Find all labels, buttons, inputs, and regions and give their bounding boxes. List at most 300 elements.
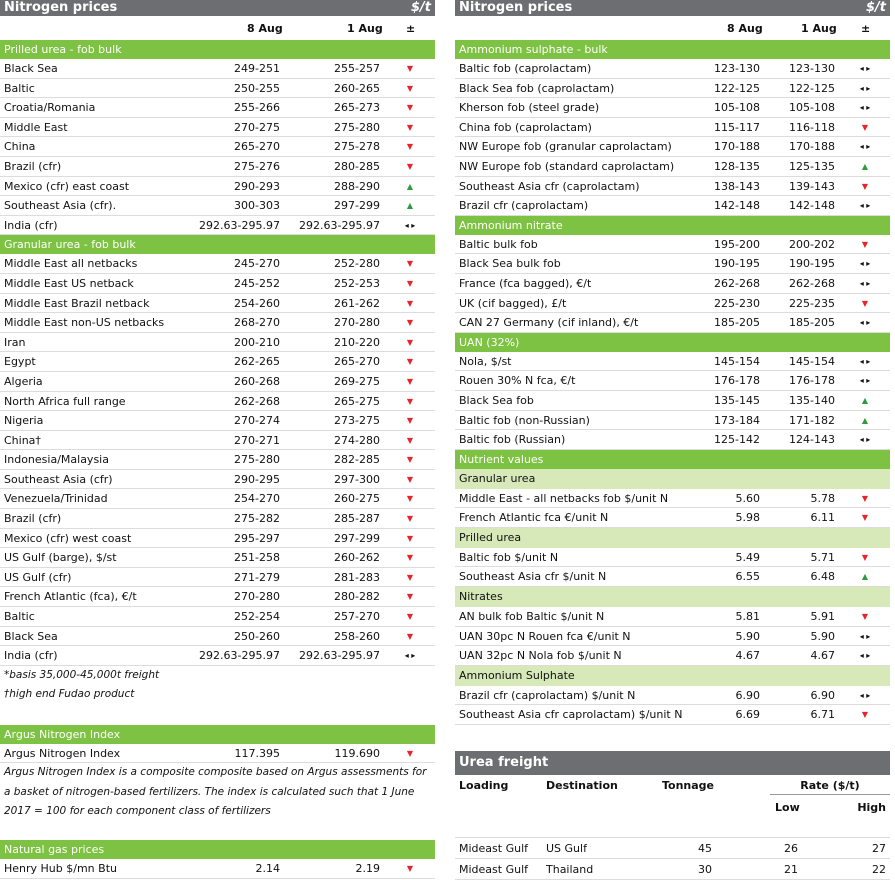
value-1aug: 261-262 <box>334 296 380 310</box>
freight-rows <box>455 838 890 880</box>
value-8aug: 195-200 <box>714 237 760 251</box>
table-row <box>455 79 890 99</box>
freight-low: 26 <box>784 842 798 856</box>
value-8aug: 5.90 <box>735 629 760 643</box>
table-row <box>0 352 435 372</box>
row-label: UAN 30pc N Rouen fca €/unit N <box>459 629 631 643</box>
table-row <box>0 313 435 333</box>
table-row <box>0 118 435 138</box>
down-arrow-icon: ▼ <box>406 514 414 524</box>
row-label: US Gulf (barge), $/st <box>4 551 117 565</box>
row-label: Brazil cfr (caprolactam) $/unit N <box>459 688 636 702</box>
footnote-fudao: †high end Fudao product <box>4 688 135 701</box>
down-arrow-icon: ▼ <box>406 259 414 269</box>
value-8aug: 270-280 <box>234 590 280 604</box>
row-label: China <box>4 140 36 154</box>
freight-low: 21 <box>784 863 798 877</box>
freight-tonnage: 30 <box>698 863 712 877</box>
value-1aug: 210-220 <box>334 335 380 349</box>
up-arrow-icon: ▲ <box>861 161 869 171</box>
value-1aug: 273-275 <box>334 414 380 428</box>
table-row <box>0 431 435 451</box>
row-label: CAN 27 Germany (cif inland), €/t <box>459 316 639 330</box>
up-arrow-icon: ▲ <box>861 572 869 582</box>
unit-label: $/t <box>865 0 886 15</box>
down-arrow-icon: ▼ <box>406 357 414 367</box>
row-label: Mexico (cfr) east coast <box>4 179 130 193</box>
value-1aug: 200-202 <box>789 237 835 251</box>
value-8aug: 2.14 <box>255 861 280 875</box>
row-label: Indonesia/Malaysia <box>4 453 109 467</box>
nutrient-values-table <box>455 469 890 725</box>
table-row <box>0 450 435 470</box>
value-8aug: 268-270 <box>234 316 280 330</box>
row-label: Middle East non-US netbacks <box>4 316 165 330</box>
row-label: China† <box>4 433 41 447</box>
urea-freight-table <box>455 751 890 880</box>
value-1aug: 5.91 <box>810 610 835 624</box>
value-1aug: 176-178 <box>789 374 835 388</box>
value-1aug: 5.71 <box>810 550 835 564</box>
table-row <box>455 235 890 255</box>
value-8aug: 275-276 <box>234 159 280 173</box>
ammonium-nitrate-table <box>455 235 890 333</box>
row-label: Black Sea <box>4 629 58 643</box>
value-1aug: 142-148 <box>789 199 835 213</box>
value-8aug: 176-178 <box>714 374 760 388</box>
table-row <box>0 59 435 79</box>
table-row <box>0 137 435 157</box>
row-label: Southeast Asia (cfr) <box>4 472 113 486</box>
section-natural-gas: Natural gas prices <box>0 840 435 859</box>
value-8aug: 262-265 <box>234 355 280 369</box>
value-1aug: 260-262 <box>334 551 380 565</box>
table-row <box>0 548 435 568</box>
row-label: Henry Hub $/mn Btu <box>4 861 117 875</box>
col-header-change: ± <box>406 22 416 35</box>
col-header-change: ± <box>861 22 871 35</box>
table-row <box>455 686 890 706</box>
freight-high: 27 <box>872 842 886 856</box>
down-arrow-icon: ▼ <box>406 278 414 288</box>
table-row <box>0 79 435 99</box>
up-arrow-icon: ▲ <box>861 395 869 405</box>
row-label: Southeast Asia cfr caprolactam) $/unit N <box>459 708 683 722</box>
value-8aug: 123-130 <box>714 62 760 75</box>
value-1aug: 280-282 <box>334 590 380 604</box>
value-8aug: 260-268 <box>234 374 280 388</box>
row-label: Mexico (cfr) west coast <box>4 531 132 545</box>
value-1aug: 124-143 <box>789 433 835 447</box>
value-8aug: 5.98 <box>735 511 760 525</box>
down-arrow-icon: ▼ <box>406 142 414 152</box>
value-8aug: 270-271 <box>234 433 280 447</box>
value-8aug: 275-280 <box>234 453 280 467</box>
row-label: UAN 32pc N Nola fob $/unit N <box>459 649 622 663</box>
value-8aug: 251-258 <box>234 551 280 565</box>
row-label: Brazil (cfr) <box>4 512 62 526</box>
table-row <box>455 254 890 274</box>
section-argus-index: Argus Nitrogen Index <box>0 725 435 744</box>
down-arrow-icon: ▼ <box>861 710 869 720</box>
down-arrow-icon: ▼ <box>861 552 869 562</box>
value-1aug: 292.63-295.97 <box>299 649 380 663</box>
table-row <box>455 646 890 666</box>
row-label: Baltic fob (non-Russian) <box>459 413 590 427</box>
row-label: China fob (caprolactam) <box>459 120 592 134</box>
down-arrow-icon: ▼ <box>406 494 414 504</box>
value-8aug: 262-268 <box>714 276 760 290</box>
table-row <box>455 705 890 725</box>
table-row <box>455 371 890 391</box>
up-arrow-icon: ▲ <box>406 201 414 211</box>
value-8aug: 254-270 <box>234 492 280 506</box>
freight-loading: Mideast Gulf <box>459 842 529 856</box>
table-row <box>0 274 435 294</box>
row-label: Nola, $/st <box>459 354 512 368</box>
value-1aug: 4.67 <box>810 649 835 663</box>
unchanged-arrows-icon: ◂ ▸ <box>859 690 871 700</box>
table-row <box>0 177 435 197</box>
down-arrow-icon: ▼ <box>861 181 869 191</box>
value-8aug: 254-260 <box>234 296 280 310</box>
header-destination: Destination <box>546 779 618 793</box>
row-label: India (cfr) <box>4 649 58 663</box>
up-arrow-icon: ▲ <box>406 181 414 191</box>
value-8aug: 270-274 <box>234 414 280 428</box>
row-label: Argus Nitrogen Index <box>4 746 121 760</box>
value-1aug: 280-285 <box>334 159 380 173</box>
subsection-heading: Nitrates <box>455 587 890 607</box>
value-1aug: 116-118 <box>789 120 835 134</box>
row-label: North Africa full range <box>4 394 126 408</box>
table-row <box>455 352 890 372</box>
value-1aug: 145-154 <box>789 354 835 368</box>
col-header-8aug: 8 Aug <box>727 22 763 35</box>
freight-row <box>455 859 890 880</box>
row-label: Baltic <box>4 81 35 95</box>
table-row <box>455 118 890 138</box>
value-8aug: 200-210 <box>234 335 280 349</box>
down-arrow-icon: ▼ <box>406 396 414 406</box>
value-8aug: 275-282 <box>234 512 280 526</box>
header-rate: Rate ($/t) <box>770 779 890 795</box>
col-header-8aug: 8 Aug <box>247 22 283 35</box>
down-arrow-icon: ▼ <box>861 493 869 503</box>
down-arrow-icon: ▼ <box>406 298 414 308</box>
unchanged-arrows-icon: ◂ ▸ <box>859 356 871 366</box>
row-label: Middle East - all netbacks fob $/unit N <box>459 491 669 505</box>
down-arrow-icon: ▼ <box>406 103 414 113</box>
down-arrow-icon: ▼ <box>406 376 414 386</box>
table-row <box>0 568 435 588</box>
granular-urea-table <box>0 254 435 665</box>
value-8aug: 4.67 <box>735 649 760 663</box>
table-row <box>0 627 435 647</box>
right-panel-title <box>455 0 890 16</box>
panel-title-text: Nitrogen prices <box>4 0 118 15</box>
section-ammonium-nitrate: Ammonium nitrate <box>455 216 890 235</box>
col-header-1aug: 1 Aug <box>347 22 383 35</box>
prilled-urea-table <box>0 59 435 235</box>
value-1aug: 260-275 <box>334 492 380 506</box>
up-arrow-icon: ▲ <box>861 415 869 425</box>
row-label: Baltic fob $/unit N <box>459 550 559 564</box>
down-arrow-icon: ▼ <box>406 122 414 132</box>
value-1aug: 274-280 <box>334 433 380 447</box>
row-label: French Atlantic (fca), €/t <box>4 590 137 604</box>
natural-gas-table <box>0 859 435 879</box>
panel-title-text: Nitrogen prices <box>459 0 573 15</box>
table-row <box>0 216 435 236</box>
table-row <box>455 177 890 197</box>
row-label: Middle East Brazil netback <box>4 296 150 310</box>
down-arrow-icon: ▼ <box>861 298 869 308</box>
value-8aug: 271-279 <box>234 570 280 584</box>
row-label: Black Sea fob (caprolactam) <box>459 81 615 95</box>
value-8aug: 6.55 <box>735 570 760 584</box>
table-row <box>455 430 890 450</box>
row-label: Baltic fob (caprolactam) <box>459 62 592 75</box>
value-8aug: 225-230 <box>714 296 760 310</box>
freight-destination: Thailand <box>546 863 594 877</box>
value-1aug: 135-140 <box>789 393 835 407</box>
unit-label: $/t <box>410 0 431 15</box>
down-arrow-icon: ▼ <box>406 863 414 873</box>
down-arrow-icon: ▼ <box>406 83 414 93</box>
row-label: Rouen 30% N fca, €/t <box>459 374 576 388</box>
down-arrow-icon: ▼ <box>406 533 414 543</box>
table-row <box>0 98 435 118</box>
unchanged-arrows-icon: ◂ ▸ <box>859 631 871 641</box>
unchanged-arrows-icon: ◂ ▸ <box>859 259 871 269</box>
value-1aug: 122-125 <box>789 81 835 95</box>
row-label: NW Europe fob (standard caprolactam) <box>459 159 675 173</box>
row-label: Brazil (cfr) <box>4 159 62 173</box>
value-1aug: 185-205 <box>789 316 835 330</box>
table-row <box>455 59 890 79</box>
value-1aug: 5.90 <box>810 629 835 643</box>
value-8aug: 5.60 <box>735 491 760 505</box>
row-label: Black Sea bulk fob <box>459 257 561 271</box>
row-label: AN bulk fob Baltic $/unit N <box>459 610 605 624</box>
value-8aug: 249-251 <box>234 62 280 75</box>
down-arrow-icon: ▼ <box>406 592 414 602</box>
table-row <box>455 627 890 647</box>
table-row <box>455 196 890 216</box>
row-label: Black Sea fob <box>459 393 534 407</box>
table-row <box>455 98 890 118</box>
value-1aug: 265-270 <box>334 355 380 369</box>
value-1aug: 5.78 <box>810 491 835 505</box>
table-row <box>0 254 435 274</box>
row-label: France (fca bagged), €/t <box>459 276 592 290</box>
unchanged-arrows-icon: ◂ ▸ <box>859 64 871 73</box>
value-1aug: 6.90 <box>810 688 835 702</box>
freight-row <box>455 838 890 859</box>
table-row <box>455 137 890 157</box>
value-1aug: 292.63-295.97 <box>299 218 380 232</box>
row-label: French Atlantic fca €/unit N <box>459 511 609 525</box>
value-8aug: 145-154 <box>714 354 760 368</box>
value-1aug: 190-195 <box>789 257 835 271</box>
subsection-heading: Granular urea <box>455 469 890 489</box>
left-panel-title <box>0 0 435 16</box>
header-high: High <box>857 801 886 815</box>
value-1aug: 265-273 <box>334 101 380 115</box>
down-arrow-icon: ▼ <box>406 161 414 171</box>
down-arrow-icon: ▼ <box>406 337 414 347</box>
freight-loading: Mideast Gulf <box>459 863 529 877</box>
value-8aug: 295-297 <box>234 531 280 545</box>
table-row <box>0 294 435 314</box>
value-1aug: 285-287 <box>334 512 380 526</box>
down-arrow-icon: ▼ <box>861 612 869 622</box>
down-arrow-icon: ▼ <box>406 553 414 563</box>
table-row <box>0 157 435 177</box>
value-8aug: 292.63-295.97 <box>199 649 280 663</box>
uan-table <box>455 352 890 450</box>
value-8aug: 122-125 <box>714 81 760 95</box>
row-label: Egypt <box>4 355 36 369</box>
row-label: Venezuela/Trinidad <box>4 492 108 506</box>
header-loading: Loading <box>459 779 509 793</box>
section-ammonium-sulphate: Ammonium sulphate - bulk <box>455 40 890 59</box>
row-label: Black Sea <box>4 62 58 75</box>
down-arrow-icon: ▼ <box>406 64 414 73</box>
value-8aug: 173-184 <box>714 413 760 427</box>
table-row <box>455 391 890 411</box>
row-label: Kherson fob (steel grade) <box>459 101 600 115</box>
row-label: NW Europe fob (granular caprolactam) <box>459 140 672 154</box>
value-8aug: 245-270 <box>234 257 280 271</box>
unchanged-arrows-icon: ◂ ▸ <box>859 318 871 328</box>
value-1aug: 255-257 <box>334 62 380 75</box>
value-1aug: 297-300 <box>334 472 380 486</box>
row-label: Middle East US netback <box>4 276 134 290</box>
value-1aug: 265-275 <box>334 394 380 408</box>
down-arrow-icon: ▼ <box>861 513 869 523</box>
value-8aug: 250-255 <box>234 81 280 95</box>
value-8aug: 5.81 <box>735 610 760 624</box>
unchanged-arrows-icon: ◂ ▸ <box>859 435 871 445</box>
row-label: Southeast Asia cfr (caprolactam) <box>459 179 640 193</box>
value-8aug: 252-254 <box>234 610 280 624</box>
value-1aug: 275-280 <box>334 120 380 134</box>
value-8aug: 245-252 <box>234 276 280 290</box>
table-row <box>455 411 890 431</box>
value-1aug: 262-268 <box>789 276 835 290</box>
freight-high: 22 <box>872 863 886 877</box>
section-prilled-urea: Prilled urea - fob bulk <box>0 40 435 59</box>
down-arrow-icon: ▼ <box>406 612 414 622</box>
section-uan: UAN (32%) <box>455 333 890 352</box>
table-row <box>0 411 435 431</box>
down-arrow-icon: ▼ <box>861 122 869 132</box>
index-description: Argus Nitrogen Index is a composite composite based on Argus assessments for a basket of nitrogen-based fertilizers. The index is calculated such that 1 June 2017 = 100 for each component class of fertilizers <box>4 766 427 818</box>
value-1aug: 105-108 <box>789 101 835 115</box>
value-1aug: 6.71 <box>810 708 835 722</box>
value-1aug: 6.48 <box>810 570 835 584</box>
table-row <box>455 294 890 314</box>
value-8aug: 5.49 <box>735 550 760 564</box>
table-row <box>0 646 435 666</box>
value-8aug: 115-117 <box>714 120 760 134</box>
value-8aug: 255-266 <box>234 101 280 115</box>
urea-freight-title: Urea freight <box>455 751 890 775</box>
section-nutrient-values: Nutrient values <box>455 450 890 469</box>
down-arrow-icon: ▼ <box>406 416 414 426</box>
row-label: US Gulf (cfr) <box>4 570 72 584</box>
header-low: Low <box>775 801 800 815</box>
value-1aug: 297-299 <box>334 531 380 545</box>
value-8aug: 170-188 <box>714 140 760 154</box>
table-row <box>0 607 435 627</box>
table-row <box>0 470 435 490</box>
row-label: Middle East <box>4 120 68 134</box>
unchanged-arrows-icon: ◂ ▸ <box>859 201 871 211</box>
value-8aug: 125-142 <box>714 433 760 447</box>
table-row <box>0 372 435 392</box>
table-row <box>455 157 890 177</box>
table-row <box>0 196 435 216</box>
unchanged-arrows-icon: ◂ ▸ <box>859 142 871 152</box>
down-arrow-icon: ▼ <box>406 455 414 465</box>
unchanged-arrows-icon: ◂ ▸ <box>404 651 416 661</box>
unchanged-arrows-icon: ◂ ▸ <box>859 83 871 93</box>
table-row <box>455 274 890 294</box>
table-row <box>0 744 435 764</box>
table-row <box>0 509 435 529</box>
down-arrow-icon: ▼ <box>406 474 414 484</box>
row-label: Croatia/Romania <box>4 101 96 115</box>
subsection-heading: Ammonium Sulphate <box>455 666 890 686</box>
table-row <box>455 489 890 509</box>
row-label: Brazil cfr (caprolactam) <box>459 199 589 213</box>
value-8aug: 142-148 <box>714 199 760 213</box>
value-1aug: 252-280 <box>334 257 380 271</box>
value-8aug: 290-293 <box>234 179 280 193</box>
value-8aug: 292.63-295.97 <box>199 218 280 232</box>
value-8aug: 250-260 <box>234 629 280 643</box>
freight-destination: US Gulf <box>546 842 587 856</box>
row-label: UK (cif bagged), £/t <box>459 296 567 310</box>
down-arrow-icon: ▼ <box>406 572 414 582</box>
value-1aug: 275-278 <box>334 140 380 154</box>
value-8aug: 262-268 <box>234 394 280 408</box>
subsection-heading: Prilled urea <box>455 528 890 548</box>
freight-tonnage: 45 <box>698 842 712 856</box>
value-8aug: 300-303 <box>234 199 280 213</box>
value-1aug: 125-135 <box>789 159 835 173</box>
header-tonnage: Tonnage <box>662 779 715 793</box>
value-8aug: 290-295 <box>234 472 280 486</box>
value-1aug: 2.19 <box>355 861 380 875</box>
argus-index-table <box>0 744 435 764</box>
value-8aug: 265-270 <box>234 140 280 154</box>
table-row <box>0 529 435 549</box>
value-8aug: 6.90 <box>735 688 760 702</box>
row-label: Nigeria <box>4 414 44 428</box>
value-8aug: 6.69 <box>735 708 760 722</box>
right-price-panel <box>455 0 890 880</box>
value-8aug: 270-275 <box>234 120 280 134</box>
value-1aug: 269-275 <box>334 374 380 388</box>
freight-column-headers <box>455 775 890 823</box>
row-label: Southeast Asia cfr $/unit N <box>459 570 607 584</box>
value-8aug: 117.395 <box>234 746 280 760</box>
unchanged-arrows-icon: ◂ ▸ <box>859 103 871 113</box>
